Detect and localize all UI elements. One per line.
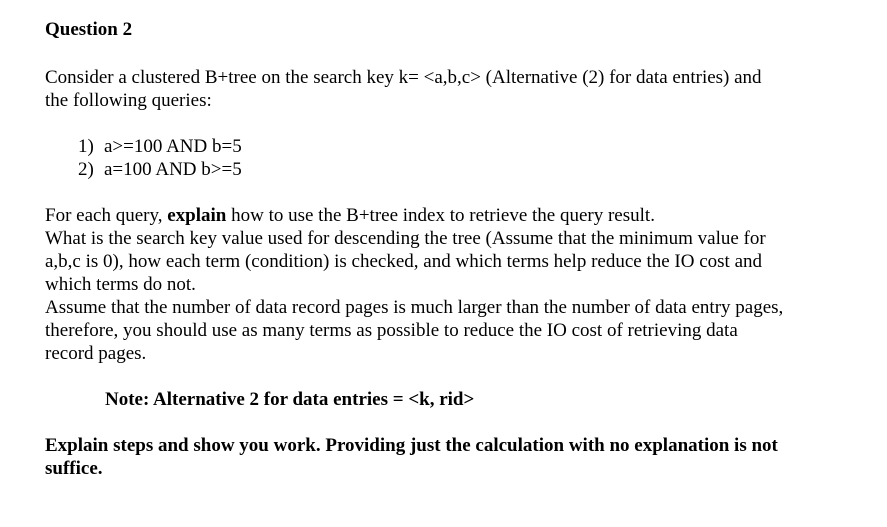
question-title: Question 2: [45, 19, 133, 40]
task-line: Assume that the number of data record pages is much larger than the number of data entry pages,: [45, 297, 784, 318]
query-text: a=100 AND b>=5: [104, 159, 242, 180]
task-emphasis: explain: [167, 205, 227, 226]
task-line: What is the search key value used for descending the tree (Assume that the minimum value for: [45, 228, 766, 249]
query-number: 1): [78, 136, 94, 157]
intro-line: Consider a clustered B+tree on the search key k= <a,b,c> (Alternative (2) for data entries) and: [45, 67, 762, 88]
task-description: [45, 204, 845, 365]
task-line: a,b,c is 0), how each term (condition) is checked, and which terms help reduce the IO cost and: [45, 251, 762, 272]
query-list: [78, 135, 242, 181]
query-item: [78, 158, 242, 181]
task-line: [45, 204, 845, 227]
instruction-line: suffice.: [45, 458, 103, 479]
instruction-line: Explain steps and show you work. Providing just the calculation with no explanation is not: [45, 435, 778, 456]
task-suffix: how to use the B+tree index to retrieve the query result.: [226, 205, 655, 226]
task-prefix: For each query,: [45, 205, 168, 226]
query-item: [78, 135, 242, 158]
note: Note: Alternative 2 for data entries = <k, rid>: [105, 389, 475, 410]
question-intro: [45, 66, 845, 112]
task-line: record pages.: [45, 343, 147, 364]
task-line: therefore, you should use as many terms as possible to reduce the IO cost of retrieving data: [45, 320, 738, 341]
query-number: 2): [78, 159, 94, 180]
task-line: which terms do not.: [45, 274, 196, 295]
intro-line: the following queries:: [45, 90, 212, 111]
instructions: [45, 434, 845, 480]
query-text: a>=100 AND b=5: [104, 136, 242, 157]
